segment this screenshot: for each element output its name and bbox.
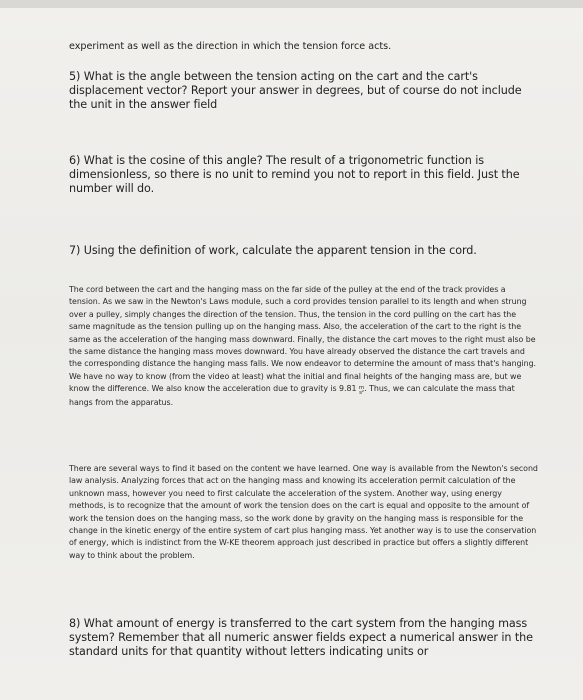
paragraph-tension-end: . Thus, we can calculate the mass that hangs from the apparatus. xyxy=(69,384,515,407)
paragraph-methods: There are several ways to find it based on the content we have learned. One way is available from the Newton's second law analysis. Analyzing forces that act on the hanging mass and knowing its acceleration permit calculation of the unknown mass, however you need to first calculate the acceleration of the system. Another way, using energy methods, is to recognize that the amount of work the tension does on the cart is equal and opposite to the amount of work the tension does on the hanging mass, so the work done by gravity on the hanging mass is responsible for the change in the kinetic energy of the entire system of cart plus hanging mass. Yet another way is to use the conservation of energy, which is indistinct from the W-KE theorem approach just described in practice but offers a slightly different way to think about the problem. xyxy=(69,464,538,560)
lead-line: experiment as well as the direction in which the tension force acts. xyxy=(69,41,392,52)
page-top-edge xyxy=(0,0,583,8)
unit-numerator: m xyxy=(358,384,365,391)
question-7: 7) Using the definition of work, calculate the apparent tension in the cord. xyxy=(69,244,477,257)
question-5: 5) What is the angle between the tension acting on the cart and the cart's displacement vector? Report your answer in degrees, but of course do not include the unit in the answer field xyxy=(69,70,522,111)
unit-denominator: s² xyxy=(359,390,365,397)
question-8: 8) What amount of energy is transferred to the cart system from the hanging mass system? Remember that all numeric answer fields expect a numerical answer in the standard units for that quantity without letters indicating units or xyxy=(69,617,533,658)
question-6: 6) What is the cosine of this angle? The result of a trigonometric function is dimensionless, so there is no unit to remind you not to report in this field. Just the number will do. xyxy=(69,154,520,195)
paragraph-tension-text: The cord between the cart and the hanging mass on the far side of the pulley at the end of the track provides a tension. As we saw in the Newton's Laws module, such a cord provides tension parallel to its length and when strung over a pulley, simply changes the direction of the tension. Thus, the tension in the cord pulling on the cart has the same magnitude as the tension pulling up on the hanging mass. Also, the acceleration of the cart to the right is the same as the acceleration of the hanging mass downward. Finally, the distance the cart moves to the right must also be the same distance the hanging mass moves downward. You have already observed the distance the cart travels and the corresponding distance the hanging mass falls. We now endeavor to determine the amount of mass that's hanging. We have no way to know (from the video at least) what the initial and final heights of the hanging mass are, but we know the difference. We also know the acceleration due to gravity is 9.81 xyxy=(69,285,536,394)
paragraph-tension xyxy=(69,284,539,409)
